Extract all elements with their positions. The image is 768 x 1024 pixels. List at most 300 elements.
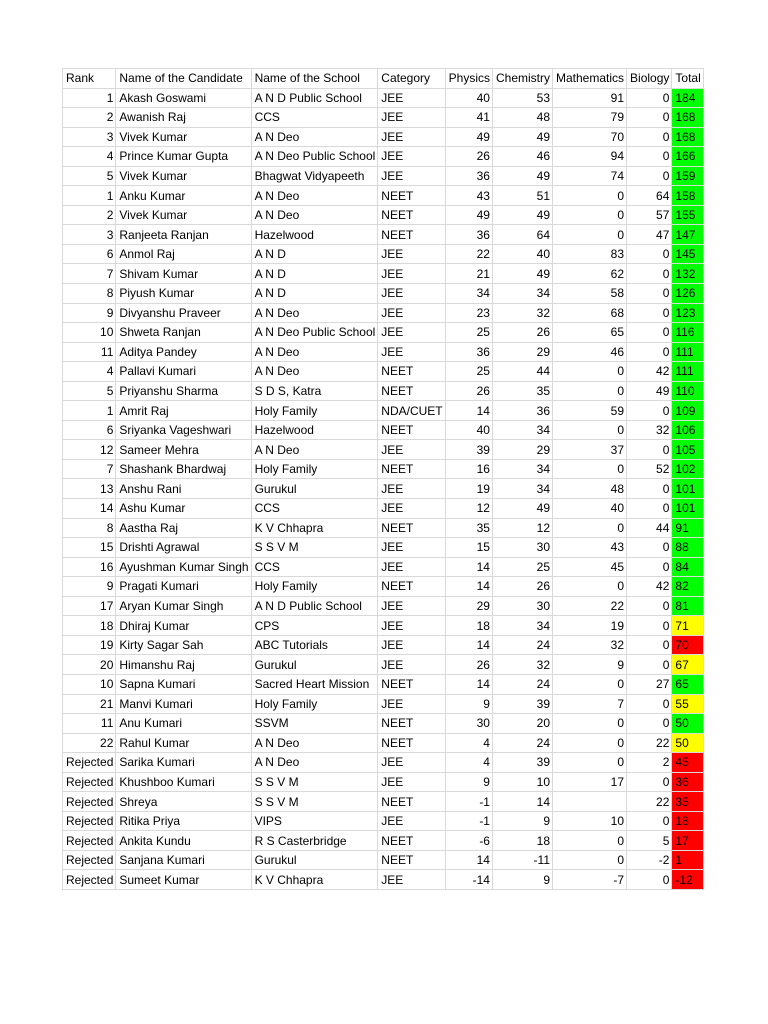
physics-score-cell: 14: [445, 635, 492, 655]
table-row: [63, 225, 704, 245]
chemistry-score-cell: 49: [492, 499, 552, 519]
category-cell: JEE: [378, 811, 445, 831]
total-score-cell: 71: [672, 616, 703, 636]
mathematics-score-cell: 0: [553, 459, 627, 479]
total-score-cell: 111: [672, 362, 703, 382]
biology-score-cell: 27: [627, 674, 672, 694]
physics-score-cell: 36: [445, 342, 492, 362]
physics-score-cell: 14: [445, 557, 492, 577]
total-score-cell: 67: [672, 655, 703, 675]
mathematics-score-cell: 22: [553, 596, 627, 616]
chemistry-score-cell: 46: [492, 147, 552, 167]
table-row: [63, 401, 704, 421]
results-table: [62, 68, 704, 890]
chemistry-score-cell: 9: [492, 870, 552, 890]
physics-score-cell: 36: [445, 225, 492, 245]
school-name-cell: A N Deo: [251, 440, 378, 460]
candidate-name-cell: Vivek Kumar: [116, 127, 251, 147]
rank-cell: 6: [63, 420, 116, 440]
candidate-name-cell: Sriyanka Vageshwari: [116, 420, 251, 440]
table-row: [63, 284, 704, 304]
total-score-cell: 1: [672, 850, 703, 870]
mathematics-score-cell: 0: [553, 831, 627, 851]
total-score-cell: 111: [672, 342, 703, 362]
chemistry-score-cell: 49: [492, 264, 552, 284]
category-cell: NEET: [378, 205, 445, 225]
header-biology: Biology: [627, 69, 672, 89]
biology-score-cell: 2: [627, 753, 672, 773]
category-cell: JEE: [378, 88, 445, 108]
chemistry-score-cell: 26: [492, 577, 552, 597]
physics-score-cell: 15: [445, 538, 492, 558]
candidate-name-cell: Shreya: [116, 792, 251, 812]
category-cell: JEE: [378, 244, 445, 264]
candidate-name-cell: Manvi Kumari: [116, 694, 251, 714]
mathematics-score-cell: 37: [553, 440, 627, 460]
rank-cell: Rejected: [63, 831, 116, 851]
header-rank: Rank: [63, 69, 116, 89]
mathematics-score-cell: 40: [553, 499, 627, 519]
category-cell: JEE: [378, 596, 445, 616]
chemistry-score-cell: 34: [492, 284, 552, 304]
school-name-cell: CCS: [251, 499, 378, 519]
rank-cell: 4: [63, 362, 116, 382]
total-score-cell: 168: [672, 108, 703, 128]
rank-cell: 6: [63, 244, 116, 264]
biology-score-cell: 0: [627, 499, 672, 519]
biology-score-cell: 22: [627, 792, 672, 812]
physics-score-cell: 49: [445, 205, 492, 225]
school-name-cell: CCS: [251, 108, 378, 128]
table-row: [63, 127, 704, 147]
category-cell: JEE: [378, 342, 445, 362]
category-cell: NEET: [378, 420, 445, 440]
physics-score-cell: 36: [445, 166, 492, 186]
rank-cell: 21: [63, 694, 116, 714]
rank-cell: 8: [63, 518, 116, 538]
physics-score-cell: 35: [445, 518, 492, 538]
table-row: [63, 459, 704, 479]
school-name-cell: Gurukul: [251, 479, 378, 499]
table-row: [63, 264, 704, 284]
header-physics: Physics: [445, 69, 492, 89]
school-name-cell: S S V M: [251, 772, 378, 792]
mathematics-score-cell: 0: [553, 733, 627, 753]
rank-cell: 12: [63, 440, 116, 460]
mathematics-score-cell: 91: [553, 88, 627, 108]
total-score-cell: 50: [672, 733, 703, 753]
category-cell: JEE: [378, 499, 445, 519]
candidate-name-cell: Khushboo Kumari: [116, 772, 251, 792]
table-row: [63, 577, 704, 597]
biology-score-cell: 42: [627, 362, 672, 382]
candidate-name-cell: Ankita Kundu: [116, 831, 251, 851]
header-mathematics: Mathematics: [553, 69, 627, 89]
chemistry-score-cell: 14: [492, 792, 552, 812]
physics-score-cell: 9: [445, 772, 492, 792]
rank-cell: 5: [63, 166, 116, 186]
physics-score-cell: 29: [445, 596, 492, 616]
rank-cell: 11: [63, 714, 116, 734]
category-cell: JEE: [378, 303, 445, 323]
chemistry-score-cell: 26: [492, 323, 552, 343]
candidate-name-cell: Shweta Ranjan: [116, 323, 251, 343]
candidate-name-cell: Priyanshu Sharma: [116, 381, 251, 401]
physics-score-cell: 39: [445, 440, 492, 460]
chemistry-score-cell: 40: [492, 244, 552, 264]
biology-score-cell: 49: [627, 381, 672, 401]
category-cell: JEE: [378, 440, 445, 460]
total-score-cell: 82: [672, 577, 703, 597]
biology-score-cell: 0: [627, 323, 672, 343]
school-name-cell: CCS: [251, 557, 378, 577]
school-name-cell: Holy Family: [251, 401, 378, 421]
total-score-cell: 123: [672, 303, 703, 323]
school-name-cell: S S V M: [251, 538, 378, 558]
category-cell: NEET: [378, 186, 445, 206]
physics-score-cell: 14: [445, 850, 492, 870]
total-score-cell: 101: [672, 499, 703, 519]
rank-cell: 10: [63, 323, 116, 343]
table-row: [63, 694, 704, 714]
physics-score-cell: 40: [445, 88, 492, 108]
biology-score-cell: 0: [627, 616, 672, 636]
table-row: [63, 205, 704, 225]
total-score-cell: 88: [672, 538, 703, 558]
rank-cell: 2: [63, 108, 116, 128]
chemistry-score-cell: 25: [492, 557, 552, 577]
mathematics-score-cell: 74: [553, 166, 627, 186]
table-row: [63, 772, 704, 792]
rank-cell: 10: [63, 674, 116, 694]
candidate-name-cell: Sanjana Kumari: [116, 850, 251, 870]
chemistry-score-cell: 24: [492, 635, 552, 655]
mathematics-score-cell: 9: [553, 655, 627, 675]
table-row: [63, 323, 704, 343]
mathematics-score-cell: 83: [553, 244, 627, 264]
category-cell: NEET: [378, 674, 445, 694]
physics-score-cell: -6: [445, 831, 492, 851]
physics-score-cell: 26: [445, 381, 492, 401]
category-cell: JEE: [378, 323, 445, 343]
school-name-cell: Gurukul: [251, 850, 378, 870]
school-name-cell: Hazelwood: [251, 225, 378, 245]
chemistry-score-cell: 49: [492, 166, 552, 186]
total-score-cell: 159: [672, 166, 703, 186]
school-name-cell: Hazelwood: [251, 420, 378, 440]
total-score-cell: 132: [672, 264, 703, 284]
physics-score-cell: 9: [445, 694, 492, 714]
rank-cell: Rejected: [63, 811, 116, 831]
biology-score-cell: 47: [627, 225, 672, 245]
biology-score-cell: 0: [627, 479, 672, 499]
mathematics-score-cell: 0: [553, 205, 627, 225]
chemistry-score-cell: 34: [492, 479, 552, 499]
table-row: [63, 342, 704, 362]
header-chemistry: Chemistry: [492, 69, 552, 89]
rank-cell: 14: [63, 499, 116, 519]
biology-score-cell: 5: [627, 831, 672, 851]
school-name-cell: K V Chhapra: [251, 518, 378, 538]
biology-score-cell: 0: [627, 88, 672, 108]
chemistry-score-cell: 34: [492, 616, 552, 636]
table-row: [63, 147, 704, 167]
school-name-cell: S S V M: [251, 792, 378, 812]
category-cell: JEE: [378, 127, 445, 147]
physics-score-cell: 25: [445, 362, 492, 382]
chemistry-score-cell: 48: [492, 108, 552, 128]
total-score-cell: 106: [672, 420, 703, 440]
candidate-name-cell: Awanish Raj: [116, 108, 251, 128]
biology-score-cell: 0: [627, 714, 672, 734]
chemistry-score-cell: 34: [492, 459, 552, 479]
mathematics-score-cell: 68: [553, 303, 627, 323]
total-score-cell: 168: [672, 127, 703, 147]
biology-score-cell: 0: [627, 147, 672, 167]
biology-score-cell: 0: [627, 596, 672, 616]
biology-score-cell: 32: [627, 420, 672, 440]
total-score-cell: 126: [672, 284, 703, 304]
physics-score-cell: 43: [445, 186, 492, 206]
header-category: Category: [378, 69, 445, 89]
total-score-cell: 81: [672, 596, 703, 616]
candidate-name-cell: Aryan Kumar Singh: [116, 596, 251, 616]
school-name-cell: R S Casterbridge: [251, 831, 378, 851]
biology-score-cell: 64: [627, 186, 672, 206]
biology-score-cell: 0: [627, 557, 672, 577]
category-cell: JEE: [378, 147, 445, 167]
biology-score-cell: 0: [627, 244, 672, 264]
biology-score-cell: 22: [627, 733, 672, 753]
biology-score-cell: 42: [627, 577, 672, 597]
rank-cell: 4: [63, 147, 116, 167]
total-score-cell: 145: [672, 244, 703, 264]
rank-cell: 9: [63, 577, 116, 597]
header-row: [63, 69, 704, 89]
school-name-cell: Bhagwat Vidyapeeth: [251, 166, 378, 186]
rank-cell: 22: [63, 733, 116, 753]
candidate-name-cell: Sarika Kumari: [116, 753, 251, 773]
mathematics-score-cell: 43: [553, 538, 627, 558]
chemistry-score-cell: 29: [492, 440, 552, 460]
chemistry-score-cell: 39: [492, 753, 552, 773]
category-cell: NEET: [378, 381, 445, 401]
rank-cell: 7: [63, 264, 116, 284]
total-score-cell: 45: [672, 753, 703, 773]
candidate-name-cell: Pragati Kumari: [116, 577, 251, 597]
candidate-name-cell: Pallavi Kumari: [116, 362, 251, 382]
category-cell: NDA/CUET: [378, 401, 445, 421]
table-row: [63, 440, 704, 460]
chemistry-score-cell: 39: [492, 694, 552, 714]
biology-score-cell: 0: [627, 440, 672, 460]
mathematics-score-cell: 94: [553, 147, 627, 167]
chemistry-score-cell: 12: [492, 518, 552, 538]
chemistry-score-cell: 24: [492, 733, 552, 753]
mathematics-score-cell: 48: [553, 479, 627, 499]
mathematics-score-cell: 46: [553, 342, 627, 362]
biology-score-cell: 0: [627, 264, 672, 284]
mathematics-score-cell: 17: [553, 772, 627, 792]
physics-score-cell: 40: [445, 420, 492, 440]
rank-cell: 13: [63, 479, 116, 499]
candidate-name-cell: Sapna Kumari: [116, 674, 251, 694]
candidate-name-cell: Rahul Kumar: [116, 733, 251, 753]
school-name-cell: CPS: [251, 616, 378, 636]
school-name-cell: A N Deo: [251, 303, 378, 323]
chemistry-score-cell: 32: [492, 303, 552, 323]
physics-score-cell: 19: [445, 479, 492, 499]
total-score-cell: 166: [672, 147, 703, 167]
mathematics-score-cell: 45: [553, 557, 627, 577]
table-row: [63, 499, 704, 519]
school-name-cell: VIPS: [251, 811, 378, 831]
physics-score-cell: 22: [445, 244, 492, 264]
category-cell: NEET: [378, 459, 445, 479]
total-score-cell: -12: [672, 870, 703, 890]
rank-cell: 11: [63, 342, 116, 362]
mathematics-score-cell: 58: [553, 284, 627, 304]
candidate-name-cell: Amrit Raj: [116, 401, 251, 421]
total-score-cell: 155: [672, 205, 703, 225]
header-total: Total: [672, 69, 703, 89]
table-row: [63, 88, 704, 108]
category-cell: JEE: [378, 479, 445, 499]
candidate-name-cell: Sumeet Kumar: [116, 870, 251, 890]
mathematics-score-cell: 0: [553, 186, 627, 206]
category-cell: JEE: [378, 655, 445, 675]
candidate-name-cell: Shashank Bhardwaj: [116, 459, 251, 479]
school-name-cell: A N Deo Public School: [251, 147, 378, 167]
rank-cell: 9: [63, 303, 116, 323]
table-row: [63, 616, 704, 636]
table-row: [63, 518, 704, 538]
mathematics-score-cell: 0: [553, 362, 627, 382]
physics-score-cell: 4: [445, 733, 492, 753]
physics-score-cell: -1: [445, 792, 492, 812]
chemistry-score-cell: 49: [492, 205, 552, 225]
chemistry-score-cell: 53: [492, 88, 552, 108]
chemistry-score-cell: 24: [492, 674, 552, 694]
physics-score-cell: 49: [445, 127, 492, 147]
biology-score-cell: 52: [627, 459, 672, 479]
chemistry-score-cell: 9: [492, 811, 552, 831]
candidate-name-cell: Dhiraj Kumar: [116, 616, 251, 636]
chemistry-score-cell: 35: [492, 381, 552, 401]
category-cell: NEET: [378, 225, 445, 245]
biology-score-cell: 0: [627, 166, 672, 186]
table-row: [63, 753, 704, 773]
physics-score-cell: 14: [445, 401, 492, 421]
rank-cell: Rejected: [63, 870, 116, 890]
rank-cell: 3: [63, 225, 116, 245]
total-score-cell: 17: [672, 831, 703, 851]
table-row: [63, 381, 704, 401]
biology-score-cell: 0: [627, 811, 672, 831]
candidate-name-cell: Anmol Raj: [116, 244, 251, 264]
rank-cell: 8: [63, 284, 116, 304]
chemistry-score-cell: 29: [492, 342, 552, 362]
biology-score-cell: -2: [627, 850, 672, 870]
table-row: [63, 186, 704, 206]
mathematics-score-cell: 0: [553, 420, 627, 440]
mathematics-score-cell: [553, 792, 627, 812]
mathematics-score-cell: 32: [553, 635, 627, 655]
mathematics-score-cell: 0: [553, 381, 627, 401]
total-score-cell: 109: [672, 401, 703, 421]
category-cell: NEET: [378, 518, 445, 538]
rank-cell: Rejected: [63, 772, 116, 792]
mathematics-score-cell: 62: [553, 264, 627, 284]
candidate-name-cell: Sameer Mehra: [116, 440, 251, 460]
physics-score-cell: 12: [445, 499, 492, 519]
school-name-cell: A N Deo: [251, 753, 378, 773]
biology-score-cell: 0: [627, 538, 672, 558]
table-row: [63, 538, 704, 558]
mathematics-score-cell: 0: [553, 577, 627, 597]
total-score-cell: 110: [672, 381, 703, 401]
candidate-name-cell: Aditya Pandey: [116, 342, 251, 362]
school-name-cell: Sacred Heart Mission: [251, 674, 378, 694]
category-cell: JEE: [378, 166, 445, 186]
candidate-name-cell: Anshu Rani: [116, 479, 251, 499]
chemistry-score-cell: 30: [492, 596, 552, 616]
mathematics-score-cell: 0: [553, 753, 627, 773]
mathematics-score-cell: 70: [553, 127, 627, 147]
header-school-name: Name of the School: [251, 69, 378, 89]
physics-score-cell: 26: [445, 655, 492, 675]
biology-score-cell: 0: [627, 772, 672, 792]
candidate-name-cell: Piyush Kumar: [116, 284, 251, 304]
physics-score-cell: 25: [445, 323, 492, 343]
rank-cell: Rejected: [63, 753, 116, 773]
school-name-cell: Holy Family: [251, 459, 378, 479]
school-name-cell: A N Deo: [251, 733, 378, 753]
school-name-cell: Holy Family: [251, 577, 378, 597]
chemistry-score-cell: 10: [492, 772, 552, 792]
header-candidate-name: Name of the Candidate: [116, 69, 251, 89]
candidate-name-cell: Vivek Kumar: [116, 205, 251, 225]
category-cell: NEET: [378, 577, 445, 597]
rank-cell: 1: [63, 186, 116, 206]
chemistry-score-cell: 51: [492, 186, 552, 206]
candidate-name-cell: Shivam Kumar: [116, 264, 251, 284]
rank-cell: 1: [63, 88, 116, 108]
physics-score-cell: -1: [445, 811, 492, 831]
category-cell: NEET: [378, 733, 445, 753]
table-row: [63, 420, 704, 440]
total-score-cell: 18: [672, 811, 703, 831]
rank-cell: 17: [63, 596, 116, 616]
rank-cell: 2: [63, 205, 116, 225]
rank-cell: 18: [63, 616, 116, 636]
category-cell: JEE: [378, 538, 445, 558]
mathematics-score-cell: 59: [553, 401, 627, 421]
rank-cell: Rejected: [63, 792, 116, 812]
candidate-name-cell: Ayushman Kumar Singh: [116, 557, 251, 577]
chemistry-score-cell: 20: [492, 714, 552, 734]
mathematics-score-cell: 10: [553, 811, 627, 831]
table-row: [63, 166, 704, 186]
table-row: [63, 362, 704, 382]
mathematics-score-cell: 0: [553, 518, 627, 538]
table-row: [63, 792, 704, 812]
mathematics-score-cell: -7: [553, 870, 627, 890]
category-cell: NEET: [378, 831, 445, 851]
biology-score-cell: 0: [627, 870, 672, 890]
physics-score-cell: 34: [445, 284, 492, 304]
school-name-cell: A N D Public School: [251, 88, 378, 108]
